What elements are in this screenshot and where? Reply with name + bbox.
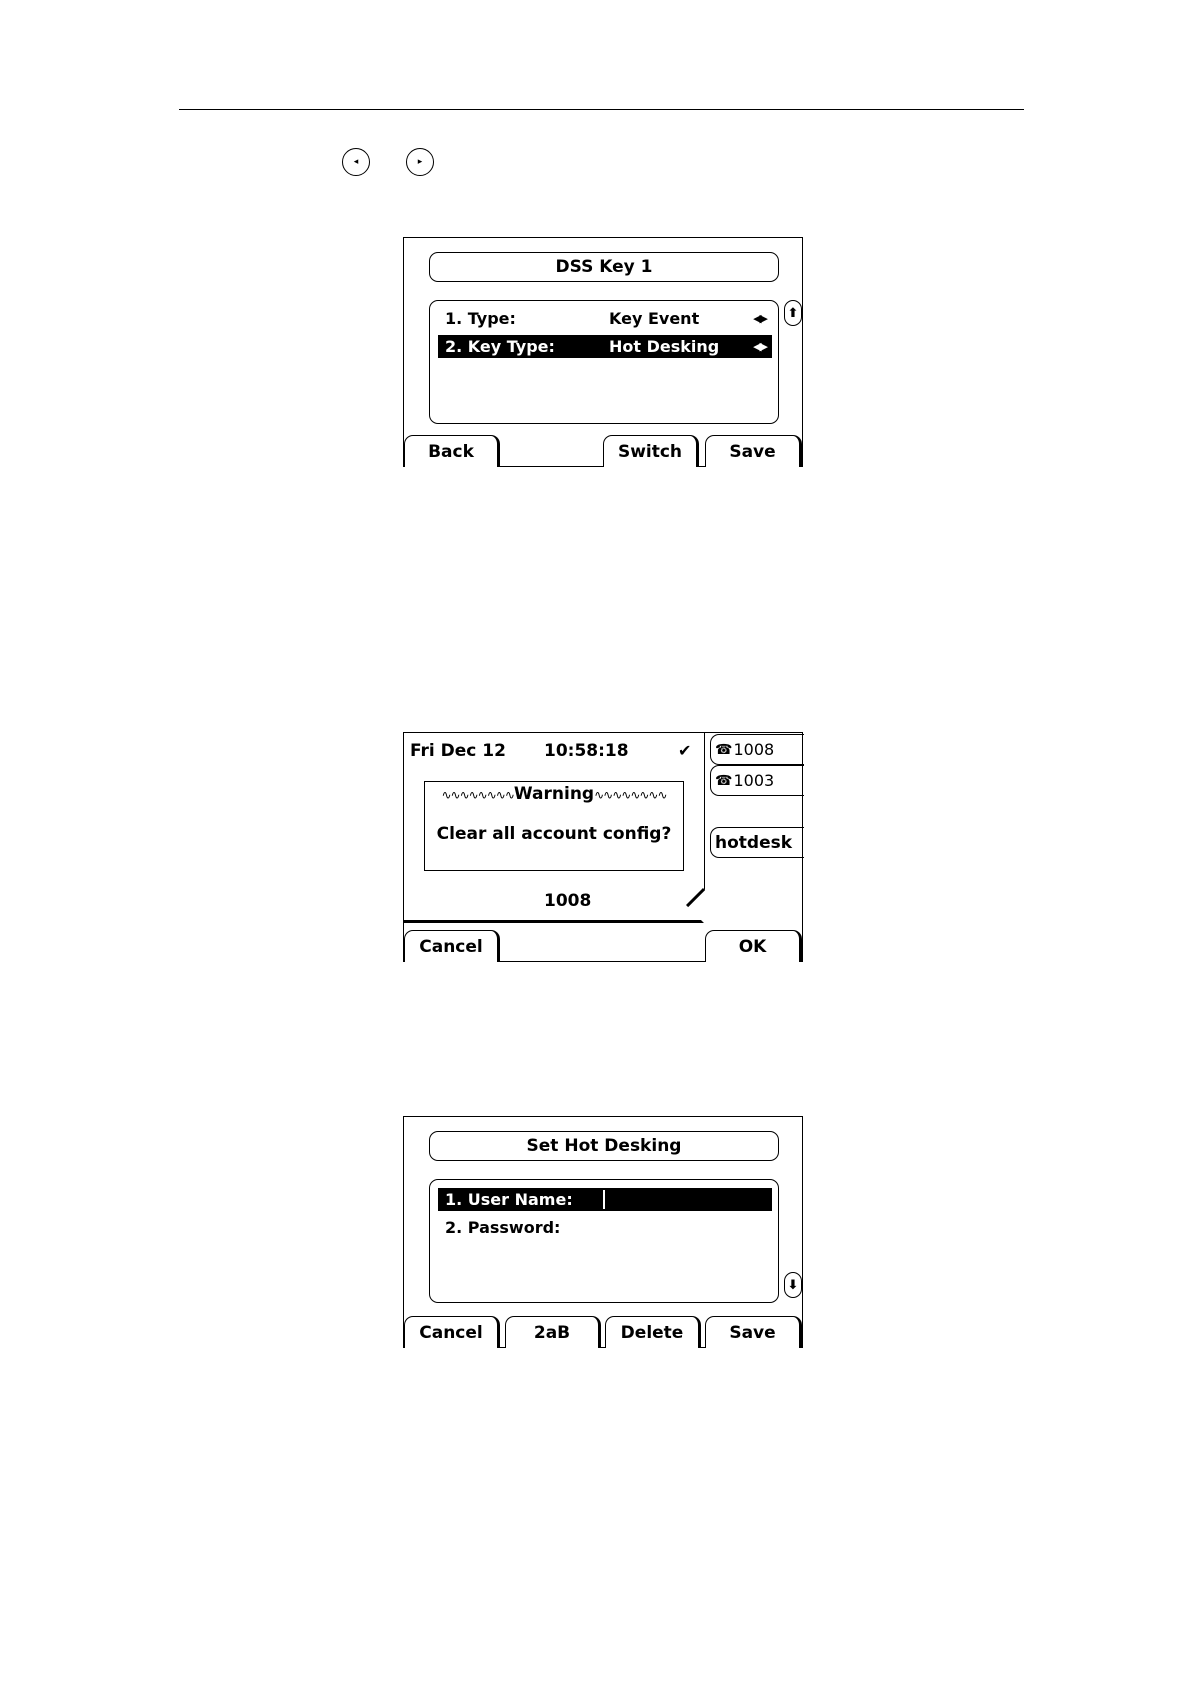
key-type-value: Hot Desking (609, 337, 720, 356)
password-field[interactable] (438, 1216, 772, 1239)
switch-button[interactable]: Switch (603, 435, 699, 467)
user-name-label: 1. User Name: (445, 1190, 573, 1209)
right-navigation-key-icon: ▸ (406, 148, 434, 176)
line-key-1003[interactable] (710, 765, 804, 796)
left-navigation-key-icon: ◂ (342, 148, 370, 176)
warning-dialog (424, 781, 684, 871)
account-label: 1008 (544, 891, 592, 911)
idle-area (404, 733, 705, 923)
user-name-field[interactable] (438, 1188, 772, 1211)
type-value: Key Event (609, 309, 700, 328)
password-label: 2. Password: (445, 1218, 561, 1237)
dss-key-screen (403, 237, 803, 467)
wave-decoration-right: ∿∿∿∿∿∿∿∿ (594, 788, 667, 802)
scroll-up-icon: ⬆ (784, 300, 802, 326)
checkmark-icon: ✔ (678, 741, 692, 760)
save-button[interactable]: Save (705, 1316, 802, 1348)
date-display: Fri Dec 12 (410, 741, 506, 761)
cancel-button[interactable]: Cancel (404, 1316, 500, 1348)
time-display: 10:58:18 (544, 741, 629, 761)
left-right-arrows-icon[interactable]: ◀▶ (753, 312, 766, 325)
warning-title-text: Warning (513, 784, 595, 804)
list-item-key-type[interactable] (438, 335, 772, 358)
left-right-arrows-icon[interactable]: ◀▶ (753, 340, 766, 353)
key-type-label: 2. Key Type: (445, 337, 555, 356)
delete-button[interactable]: Delete (605, 1316, 701, 1348)
line-key-label: 1003 (733, 771, 775, 790)
input-cursor (603, 1190, 605, 1209)
scroll-down-icon: ⬇ (784, 1272, 802, 1298)
back-button[interactable]: Back (404, 435, 500, 467)
warning-message: Clear all account config? (436, 824, 672, 844)
save-button[interactable]: Save (705, 435, 802, 467)
type-label: 1. Type: (445, 309, 516, 328)
warning-screen (403, 732, 803, 962)
list-item-type[interactable] (438, 307, 772, 330)
input-mode-button[interactable]: 2aB (505, 1316, 601, 1348)
hot-desking-screen (403, 1116, 803, 1348)
settings-list (429, 300, 779, 424)
header-rule (179, 109, 1024, 110)
line-key-hotdesk[interactable]: hotdesk (710, 827, 804, 858)
warning-title (425, 784, 683, 804)
cancel-button[interactable]: Cancel (404, 930, 500, 962)
wave-decoration-left: ∿∿∿∿∿∿∿∿ (441, 788, 514, 802)
ok-button[interactable]: OK (705, 930, 802, 962)
screen-title: DSS Key 1 (429, 252, 779, 282)
screen-title: Set Hot Desking (429, 1131, 779, 1161)
phone-icon: ☎ (715, 741, 733, 758)
line-key-1008[interactable] (710, 734, 804, 765)
line-key-label: 1008 (733, 740, 775, 759)
login-fields (429, 1179, 779, 1303)
phone-icon: ☎ (715, 772, 733, 789)
